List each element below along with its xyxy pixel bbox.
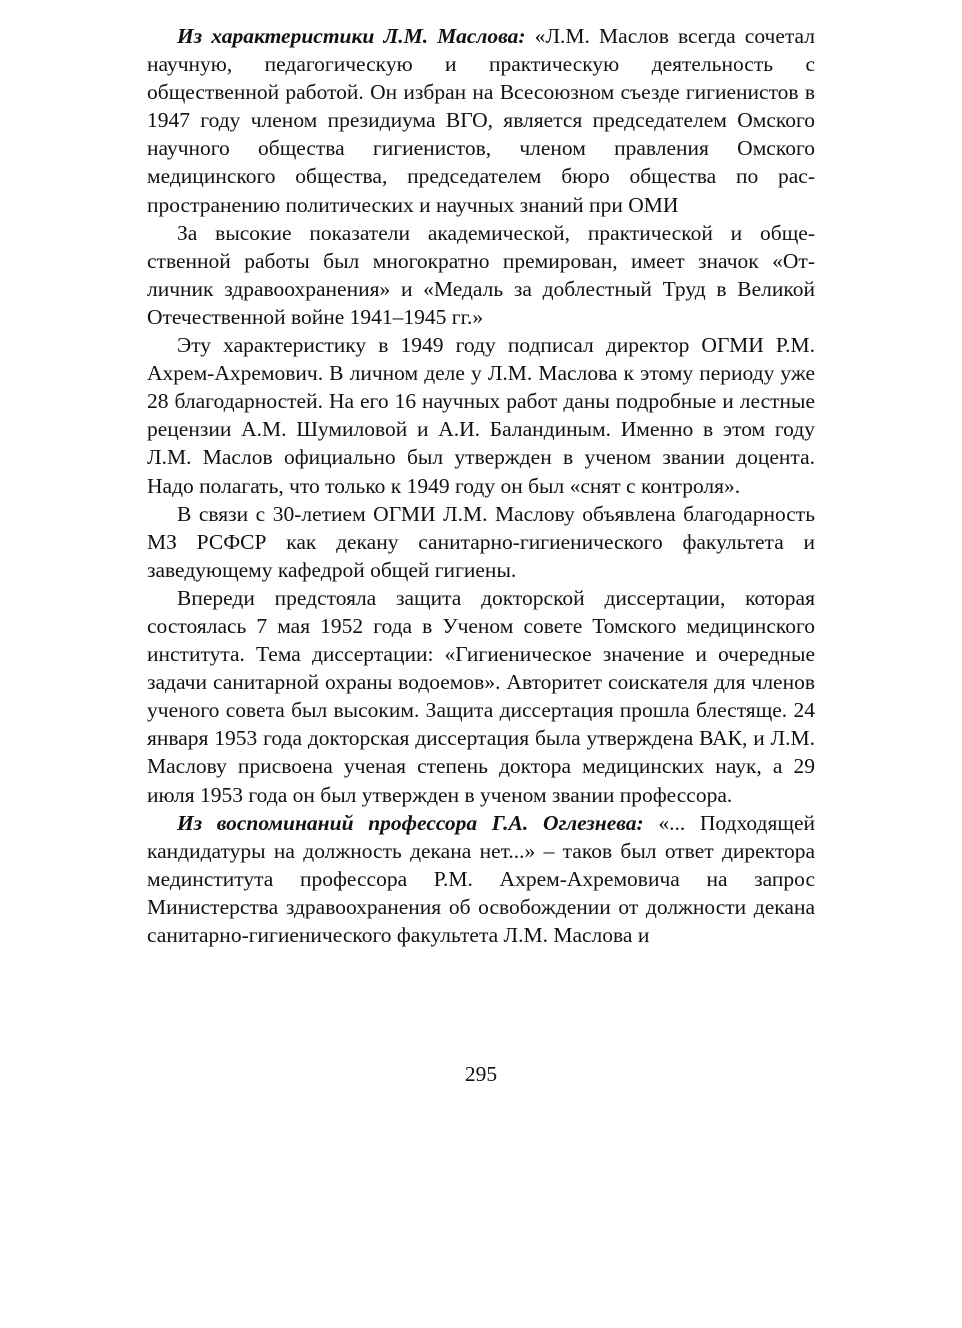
paragraph-1 (147, 22, 815, 219)
paragraph-6-text: «... Подходящей кандидатуры на должность декана нет...» – таков был ответ директора мединститута профессора Р.М. Ахрем-Ахремовича на запрос Министерства здравоохранения об освобождении от должности декана санитарно-гигиенического факультета Л.М. Маслова и (147, 810, 815, 947)
paragraph-6-lead: Из воспоминаний профессора Г.А. Оглезнева: (177, 810, 644, 835)
paragraph-4 (147, 500, 815, 584)
paragraph-4-text: В связи с 30-летием ОГМИ Л.М. Маслову объявлена благодарность МЗ РСФСР как декану санитарно-гигиенического факультета и заведующему кафедрой общей гигиены. (147, 501, 815, 582)
paragraph-2-text: За высокие показатели академической, практической и общественной работы был многократно премирован, имеет значок «Отличник здравоохранения» и «Медаль за доблестный Труд в Великой Отечественной войне 1941–1945 гг.» (147, 220, 815, 329)
paragraph-3-text: Эту характеристику в 1949 году подписал директор ОГМИ Р.М. Ахрем-Ахремович. В личном деле у Л.М. Маслова к этому периоду уже 28 благодарностей. На его 16 научных работ даны подробные и лестные рецензии А.М. Шумиловой и А.И. Баландиным. Именно в этом году Л.М. Маслов официально был утвержден в ученом звании доцента. Надо полагать, что только к 1949 году он был «снят с контроля». (147, 333, 815, 498)
paragraph-5 (147, 584, 815, 809)
paragraph-1-text: «Л.М. Маслов всегда сочетал научную, педагогическую и практическую деятельность с общественной работой. Он избран на Всесоюзном съезде гигиенистов в 1947 году членом президиума ВГО, является председателем Омского научного общества гигиенистов, членом правления Омского медицинского общества, председателем бюро общества по распространению политических и научных знаний при ОМИ (147, 24, 815, 217)
paragraph-5-text: Впереди предстояла защита докторской диссертации, которая состоялась 7 мая 1952 года в Ученом совете Томского медицинского института. Тема диссертации: «Гигиеническое значение и очередные задачи санитарной охраны водоемов». Авторитет соискателя для членов ученого совета был высоким. Защита диссертация прошла блестяще. 24 января 1953 года докторская диссертация была утверждена ВАК, и Л.М. Маслову присвоена ученая степень доктора медицинских наук, а 29 июля 1953 года он был утвержден в ученом звании профессора. (147, 585, 815, 807)
paragraph-2 (147, 219, 815, 331)
page-number: 295 (464, 1062, 498, 1086)
paragraph-3 (147, 331, 815, 500)
paragraph-6 (147, 809, 815, 949)
paragraph-1-lead: Из характеристики Л.М. Маслова: (177, 24, 526, 48)
page-body (147, 22, 815, 949)
